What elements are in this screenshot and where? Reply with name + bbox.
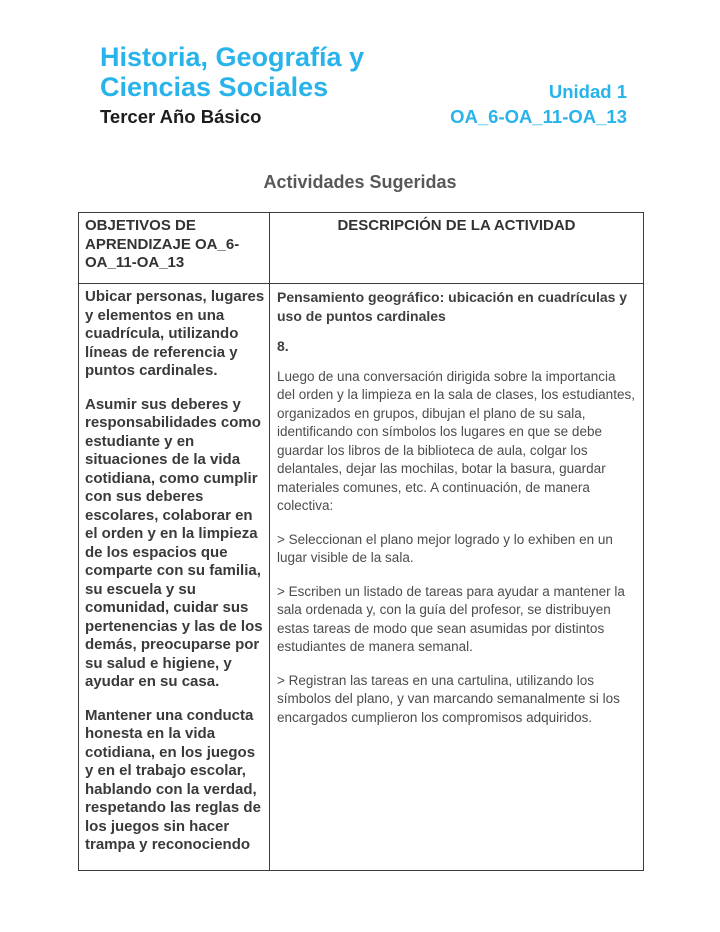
description-cell (270, 284, 644, 871)
activities-table (78, 212, 644, 871)
objectives-paragraph: Ubicar personas, lugares y elementos en una cuadrícula, utilizando líneas de referencia y puntos cardinales. (85, 288, 265, 379)
document-header (0, 0, 720, 129)
page-title: Historia, Geografía y Ciencias Sociales (100, 42, 365, 102)
section-title: Actividades Sugeridas (263, 172, 457, 192)
activity-paragraph: > Seleccionan el plano mejor logrado y lo exhiben en un lugar visible de la sala. (277, 531, 613, 565)
table-header-row (79, 213, 644, 284)
unit-label: Unidad 1 (548, 81, 627, 102)
objectives-paragraph: Mantener una conducta honesta en la vida cotidiana, en los juegos y en el trabajo escolar, hablando con la verdad, respetando las reglas de los juegos sin hacer trampa y reconociendo (85, 706, 261, 853)
objectives-header-cell: OBJETIVOS DE APRENDIZAJE OA_6-OA_11-OA_13 (79, 213, 270, 284)
page-subtitle: Tercer Año Básico (100, 106, 262, 127)
description-header-cell: DESCRIPCIÓN DE LA ACTIVIDAD (270, 213, 644, 284)
oa-codes-label: OA_6-OA_11-OA_13 (450, 106, 627, 127)
activity-paragraph: Luego de una conversación dirigida sobre la importancia del orden y la limpieza en la sala de clases, los estudiantes, organizados en grupos, dibujan el plano de su sala, identificando con símbolos los lugares en que se debe guardar los libros de la biblioteca de aula, colgar los delantales, dejar las mochilas, botar la basura, guardar materiales comunes, etc. A continuación, de manera colectiva: (277, 368, 635, 513)
header-title-block (100, 42, 450, 129)
table-body-row (79, 284, 644, 871)
activity-number: 8. (277, 338, 289, 354)
activity-paragraph: > Escriben un listado de tareas para ayudar a mantener la sala ordenada y, con la guía del profesor, se distribuyen estas tareas de modo que sean asumidas por distintos estudiantes de manera semanal. (277, 583, 625, 654)
objectives-cell (79, 284, 270, 871)
activity-paragraph: > Registran las tareas en una cartulina, utilizando los símbolos del plano, y van marcando semanalmente si los encargados cumplieron los compromisos adquiridos. (277, 672, 620, 725)
activity-heading: Pensamiento geográfico: ubicación en cuadrículas y uso de puntos cardinales (277, 289, 628, 324)
objectives-paragraph: Asumir sus deberes y responsabilidades como estudiante y en situaciones de la vida cotidiana, como cumplir con sus deberes escolares, colaborar en el orden y en la limpieza de los espacios que comparte con su familia, su escuela y su comunidad, cuidar sus pertenencias y las de los demás, preocuparse por su salud e higiene, y ayudar en su casa. (85, 395, 263, 690)
header-unit-block (450, 79, 627, 129)
